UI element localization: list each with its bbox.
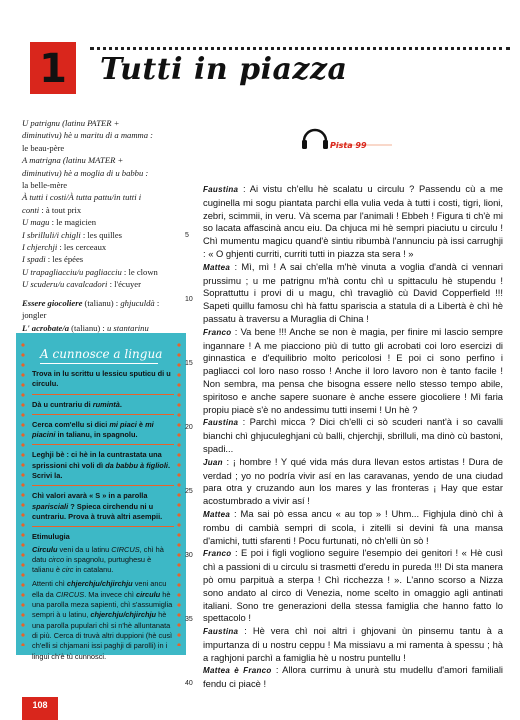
line-number: 10: [185, 296, 193, 303]
dialogue-line: Faustina : Ai vistu ch'ellu hè scalatu u circulu ? Passendu cù a me cuginella mi sogu piantata parchi ella vulia veda à tutti i costi, tigri, lioni, zebri, scimmii, in veru. Và scema par l'animali ! Ebbeh ! Figura ti ch'è mi so lacata affascinà ancu eiu. Da chjuca mi hè sempri piaciutu u circulu ! Chì mumentu magicu quand'è sintiu ribumbà l'annunciu pà issi carrughji : « O ghjenti curriti, curriti tutti in piazza sta sera ! »: [203, 183, 503, 259]
page-number: 108: [32, 700, 48, 710]
dialogue-line: Faustina : Parchì micca ? Dici ch'elli ci sò scuderi nant'à i so cavalli bianchi chì ghjuculeghjani cù balli, chjerchji, sbrilluli, ma dinò cù bastoni, spadi...: [203, 416, 503, 454]
language-box-title: A cunnosce a lingua: [40, 347, 163, 361]
line-number: 25: [185, 488, 193, 495]
dialogue-line: Faustina : Hè vera chì noi altri i ghjovani ùn pinsemu tantu à a impurtanza di u nostru ceppu ! Ma missiavu a mi ramenta à spessu ; hà a raghjoni parchì a famiglia hè u nostru puntellu !: [203, 625, 503, 663]
headphones-icon: [300, 123, 395, 155]
vocabulary-list: U patrignu (latinu PATER + diminutivu) hè u maritu di a mamma : le beau-père A matrigna (latinu MATER + diminutivu) hè a moglia di u babbu : la belle-mère À tutti i costi/À tutta pattu/in tutti i conti : à tout prix U magu : le magicien I sbrilluli/i chigli : les quilles I chjerchji : les cerceaux I spadi : les épées U trapagliacciu/u pagliacciu : le clown U scuderu/u cavalcadori : l'écuyer Essere giocoliere (talianu) : ghjuculdà : jongler L' acrobate/a (talianu) : u stantarinu: [22, 118, 160, 333]
dialogue-line: Mattea : Ma sai pò essa ancu « au top » ! Uhm... Fighjula dinò chì à rombu di cambià sempri di scola, i zitelli si devini fà una mansa d'amichi, tutti sfarenti ! Pocu furtunati, nò ch'elli ùn sò !: [203, 507, 503, 546]
line-number: 15: [185, 360, 193, 367]
dialogue-text: [203, 183, 503, 691]
language-box-text: Trova in lu scrittu u lessicu sputicu di u circulu. Dà u cuntrariu di rumintà. Cerca com'ellu si dici mi piaci è mi piacini in talianu, in spagnolu. Leghji bè : ci hè in la cuntrastata una sprissioni chì voli dì da babbu à figlioli. Scrivi la. Chì valori avarà « S » in a parolla sparisciali ? Spieca circhendu ni u cuntrariu. Prova à truvà altri asempii. Etimulugia Circulu veni da u latinu CIRCUS, chì hà datu circo in spagnolu, purtughesu è talianu è circ in catalanu. Attenti chì chjerchju/chjirchju veni ancu ella da CIRCUS. Ma invece chì circulu hè una parolla meza sapienti, chì s'assumiglia sempri à u latinu, chjerchju/chjirchju hè una parolla pupulari chì si n'hè alluntanata di più. Cerca di truvà altri duppioni (hè cusì ch'elli si chjamani issi paghji di parolli) in i lingui ch'è tù cunnosci.: [32, 369, 173, 661]
dotted-border-right: [177, 340, 181, 646]
dialogue-line: Juan : ¡ hombre ! Y qué vida más dura llevan estos artistas ! Dura de verdad ; yo no podría vivir así en las caravanas, yendo de una ciudad para otra y cruzando aun los mares y las fronteras ¡ Hay que estar acostumbrado a vivir así !: [203, 455, 503, 507]
line-number: 35: [185, 616, 193, 623]
chapter-number: 1: [39, 46, 67, 92]
line-number: 20: [185, 424, 193, 431]
line-number: 40: [185, 680, 193, 687]
dotted-border-left: [21, 340, 25, 646]
language-box-title-underline: [40, 363, 158, 364]
dialogue-line: Franco : E poi i figli vogliono seguire l'esempio dei genitori ! « Hè cusì chì a passioni di u circulu si trasmetti d'eredu in pureda !!! Di sta manera pò omu parpituà a sterpa ! Chì ricchezza ! ». L'anno scorso a Nizza sono andato al circo di Venezia, nome scelto in omaggio agli antinati italiani. Sono tre generazioni della stessa famiglia che hanno fatto lo spettacolo !: [203, 547, 503, 624]
page-title: Tutti in piazza: [100, 52, 348, 87]
dialogue-line: Mattea è Franco : Allora currimu à unurà stu mudellu d'amori familiali fendu ci piacè !: [203, 664, 503, 690]
line-number: 30: [185, 552, 193, 559]
dialogue-line: Franco : Va bene !!! Anche se non è magia, per finire mi lascio sempre ingannare ! A me piacciono più di tutto gli acrobati coi loro esercizi di ginnastica e d'equilibrio molto pericolosi ! E poi ci sono perfino i pagliacci col loro naso rosso ! Anche il loro lavoro non è tanto facile ! Non sembra, ma pensa che bisogna essere nello stesso tempo abile, spiritoso e anche sapere suonare è anche essere giocoliere ! Mì faria propiu piacè s'è no andessimu tutti insemi ! Un hè ?: [203, 325, 503, 415]
line-number: 5: [185, 232, 189, 239]
audio-track-label: Pista 99: [330, 141, 367, 150]
header-dotted-rule: [90, 47, 510, 50]
dialogue-line: Mattea : Mì, mì ! A sai ch'ella m'hè vinuta a voglia d'andà ci vennari prussimu ; u me patrignu m'hà contu chì u spittaculu hè stupendu ! Soprattuttu i provi di u magu, chì travagliò cù David Copperfield !!! Sapeti quillu famosu chì hà fattu sparisciа a statula di a Libertà è chì hè passatu à traversu a Muraglia di China !: [203, 260, 503, 324]
